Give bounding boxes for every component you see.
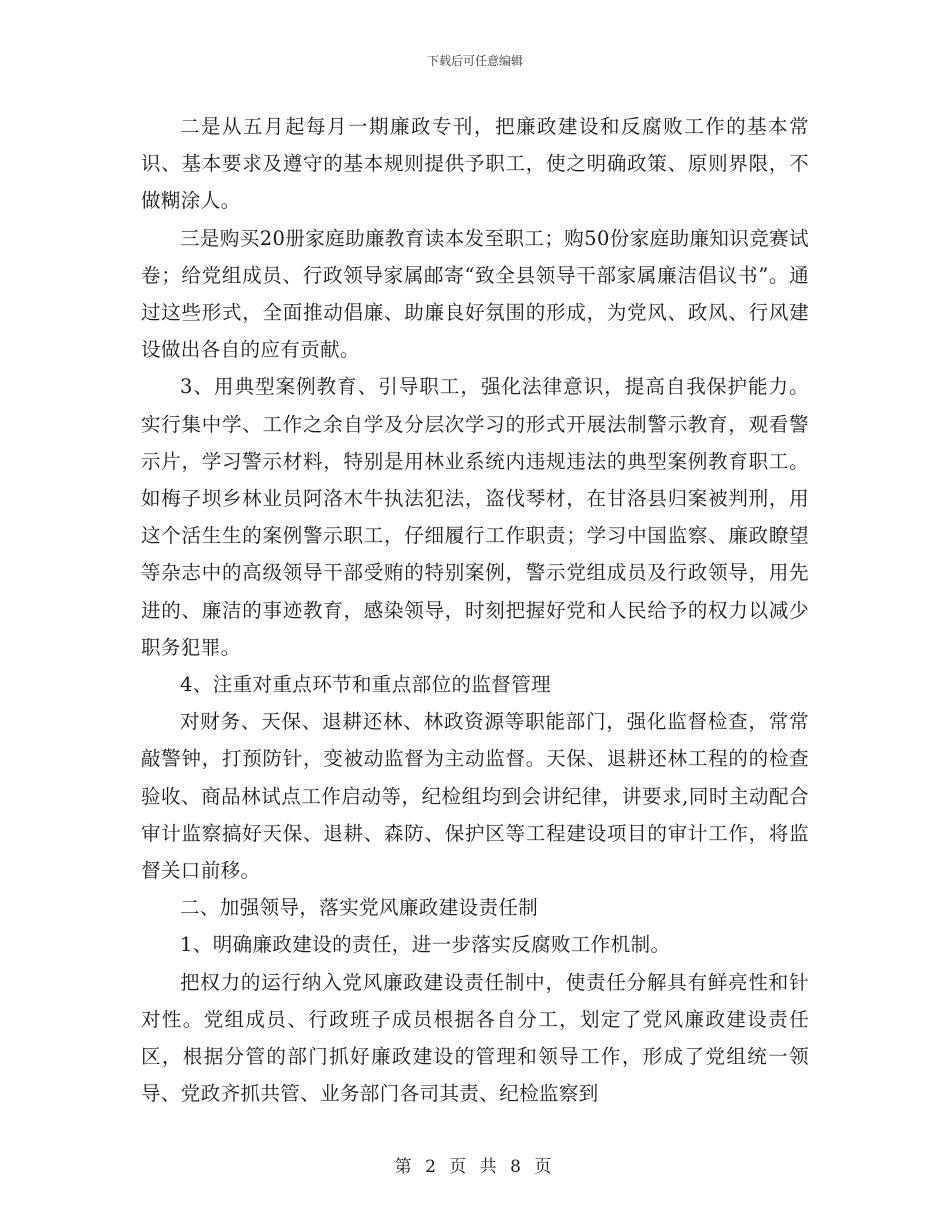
paragraph-8: 把权力的运行纳入党风廉政建设责任制中，使责任分解具有鲜亮性和针对性。党组成员、行政班子成员根据各自分工，划定了党风廉政建设责任区，根据分管的部门抓好廉政建设的管理和领导工作，形成了党组统一领导、党政齐抓共管、业务部门各司其责、纪检监察到: [141, 970, 809, 1106]
paragraph-5: 对财务、天保、退耕还林、林政资源等职能部门，强化监督检查，常常敲警钟，打预防针，变被动监督为主动监督。天保、退耕还林工程的的检查验收、商品林试点工作启动等，纪检组均到会讲纪律，讲要求,同时主动配合审计监察搞好天保、退耕、森防、保护区等工程建设项目的审计工作，将监督关口前移。: [141, 710, 809, 883]
paragraph-3: 3、用典型案例教育、引导职工，强化法律意识，提高自我保护能力。实行集中学、工作之余自学及分层次学习的形式开展法制警示教育，观看警示片，学习警示材料，特别是用林业系统内违规违法的典型案例教育职工。如梅子坝乡林业员阿洛木牛执法犯法，盗伐琴材，在甘洛县归案被判刑，用这个活生生的案例警示职工，仔细履行工作职责；学习中国监察、廉政瞭望等杂志中的高级领导干部受贿的特别案例，警示党组成员及行政领导，用先进的、廉洁的事迹教育，感染领导，时刻把握好党和人民给予的权力以减少职务犯罪。: [141, 375, 809, 659]
paragraph-1: 二是从五月起每月一期廉政专刊，把廉政建设和反腐败工作的基本常识、基本要求及遵守的基本规则提供予职工，使之明确政策、原则界限，不做糊涂人。: [141, 115, 809, 213]
paragraph-2: 三是购买20册家庭助廉教育读本发至职工；购50份家庭助廉知识竞赛试卷；给党组成员、行政领导家属邮寄“致全县领导干部家属廉洁倡议书”。通过这些形式，全面推动倡廉、助廉良好氛围的形成，为党风、政风、行风建设做出各自的应有贡献。: [141, 226, 809, 362]
section-heading-4: 4、注重对重点环节和重点部位的监督管理: [180, 673, 552, 697]
subsection-heading-1: 1、明确廉政建设的责任，进一步落实反腐败工作机制。: [180, 933, 671, 957]
section-heading-2: 二、加强领导，落实党风廉政建设责任制: [180, 896, 539, 920]
page-number: 第 2 页 共 8 页: [394, 1157, 556, 1177]
document-body: [141, 108, 809, 1112]
page-header-note: 下载后可任意编辑: [426, 54, 523, 68]
